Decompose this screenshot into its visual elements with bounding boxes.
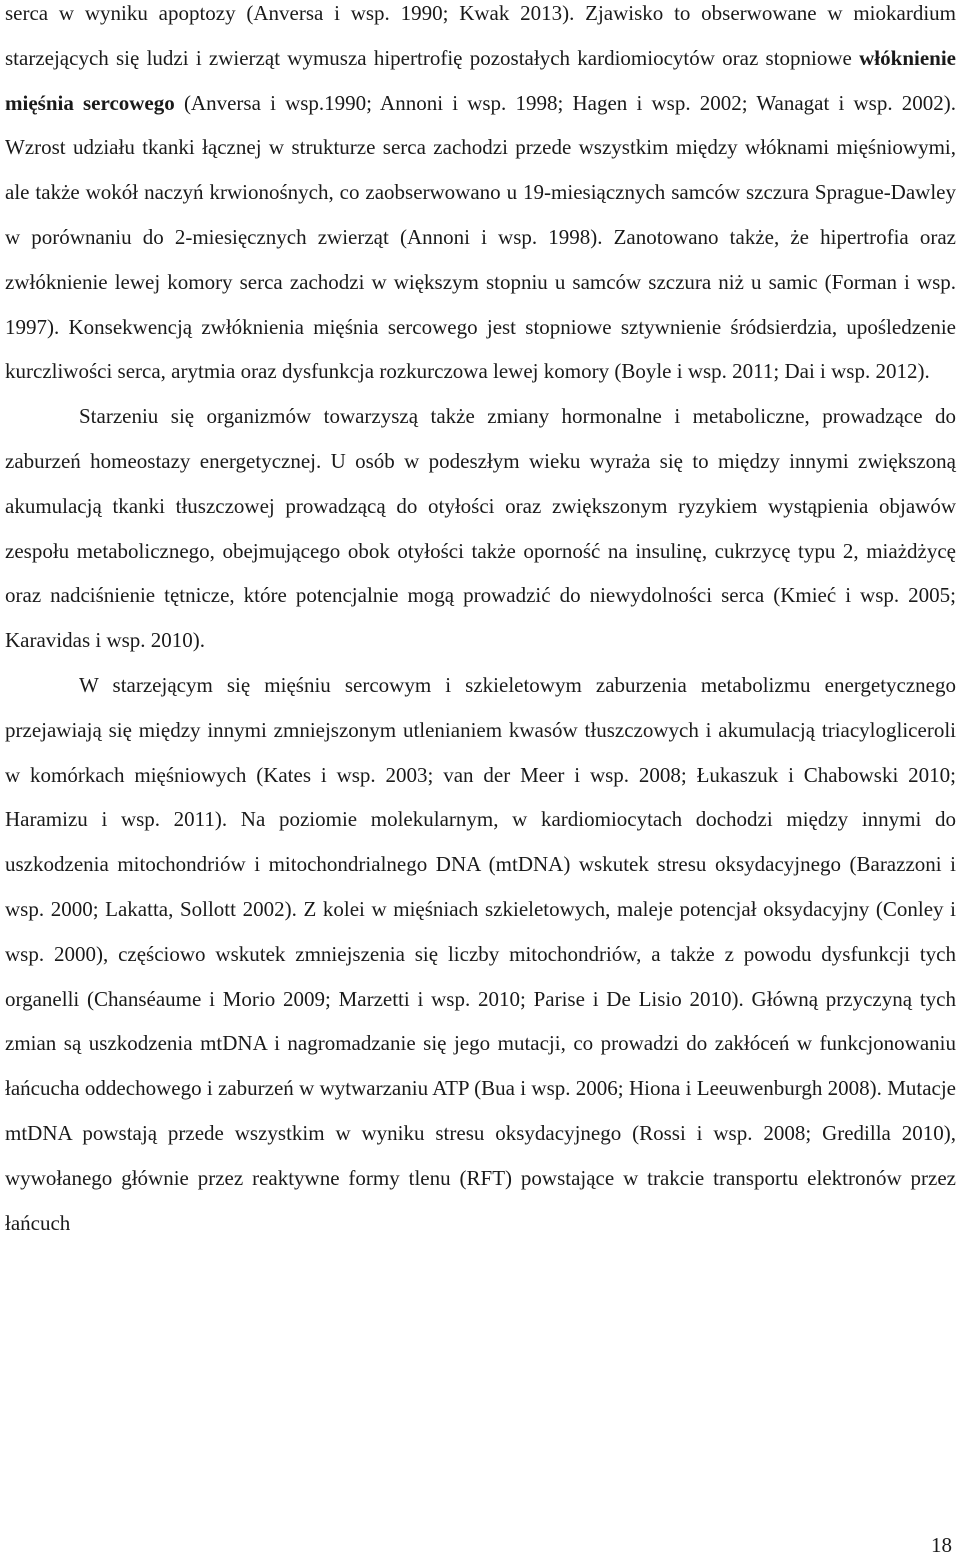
document-body xyxy=(5,0,956,1245)
bold-term: włóknienie mięśnia sercowego xyxy=(5,45,956,115)
paragraph-2: Starzeniu się organizmów towarzyszą także zmiany hormonalne i metaboliczne, prowadzące do zaburzeń homeostazy energetycznej. U osób w podeszłym wieku wyraża się to między innymi zwiększoną akumulacją tkanki tłuszczowej prowadzącą do otyłości oraz zwiększonym ryzykiem wystąpienia objawów zespołu metabolicznego, obejmującego obok otyłości także oporność na insulinę, cukrzycę typu 2, miażdżycę oraz nadciśnienie tętnicze, które potencjalnie mogą prowadzić do niewydolności serca (Kmieć i wsp. 2005; Karavidas i wsp. 2010). xyxy=(5,404,956,653)
paragraph-1-text-end: (Anversa i wsp.1990; Annoni i wsp. 1998; Hagen i wsp. 2002; Wanagat i wsp. 2002). Wzrost udziału tkanki łącznej w strukturze serca zachodzi przede wszystkim między włóknami mięśniowymi, ale także wokół naczyń krwionośnych, co zaobserwowano u 19-miesiącznych samców szczura Sprague-Dawley w porównaniu do 2-miesięcznych zwierząt (Annoni i wsp. 1998). Zanotowano także, że hipertrofia oraz zwłóknienie lewej komory serca zachodzi w większym stopniu u samców szczura niż u samic (Forman i wsp. 1997). Konsekwencją zwłóknienia mięśnia sercowego jest stopniowe sztywnienie śródsierdzia, upośledzenie kurczliwości serca, arytmia oraz dysfunkcja rozkurczowa lewej komory (Boyle i wsp. 2011; Dai i wsp. 2012). xyxy=(5,90,957,384)
paragraph-1-text-start: serca w wyniku apoptozy (Anversa i wsp. 1990; Kwak 2013). Zjawisko to obserwowane w miokardium starzejących się ludzi i zwierząt wymusza hipertrofię pozostałych kardiomiocytów oraz stopniowe xyxy=(5,1,956,70)
page-number: 18 xyxy=(931,1533,952,1557)
paragraph-3: W starzejącym się mięśniu sercowym i szkieletowym zaburzenia metabolizmu energetycznego przejawiają się między innymi zmniejszonym utlenianiem kwasów tłuszczowych i akumulacją triacylogliceroli w komórkach mięśniowych (Kates i wsp. 2003; van der Meer i wsp. 2008; Łukaszuk i Chabowski 2010; Haramizu i wsp. 2011). Na poziomie molekularnym, w kardiomiocytach dochodzi między innymi do uszkodzenia mitochondriów i mitochondrialnego DNA (mtDNA) wskutek stresu oksydacyjnego (Barazzoni i wsp. 2000; Lakatta, Sollott 2002). Z kolei w mięśniach szkieletowych, maleje potencjał oksydacyjny (Conley i wsp. 2000), częściowo wskutek zmniejszenia się liczby mitochondriów, a także z powodu dysfunkcji tych organelli (Chanséaume i Morio 2009; Marzetti i wsp. 2010; Parise i De Lisio 2010). Główną przyczyną tych zmian są uszkodzenia mtDNA i nagromadzanie się jego mutacji, co prowadzi do zakłóceń w funkcjonowaniu łańcucha oddechowego i zaburzeń w wytwarzaniu ATP (Bua i wsp. 2006; Hiona i Leeuwenburgh 2008). Mutacje mtDNA powstają przede wszystkim w wyniku stresu oksydacyjnego (Rossi i wsp. 2008; Gredilla 2010), wywołanego głównie przez reaktywne formy tlenu (RFT) powstające w trakcie transportu elektronów przez łańcuch xyxy=(5,672,956,1235)
paragraph-1 xyxy=(5,0,956,394)
